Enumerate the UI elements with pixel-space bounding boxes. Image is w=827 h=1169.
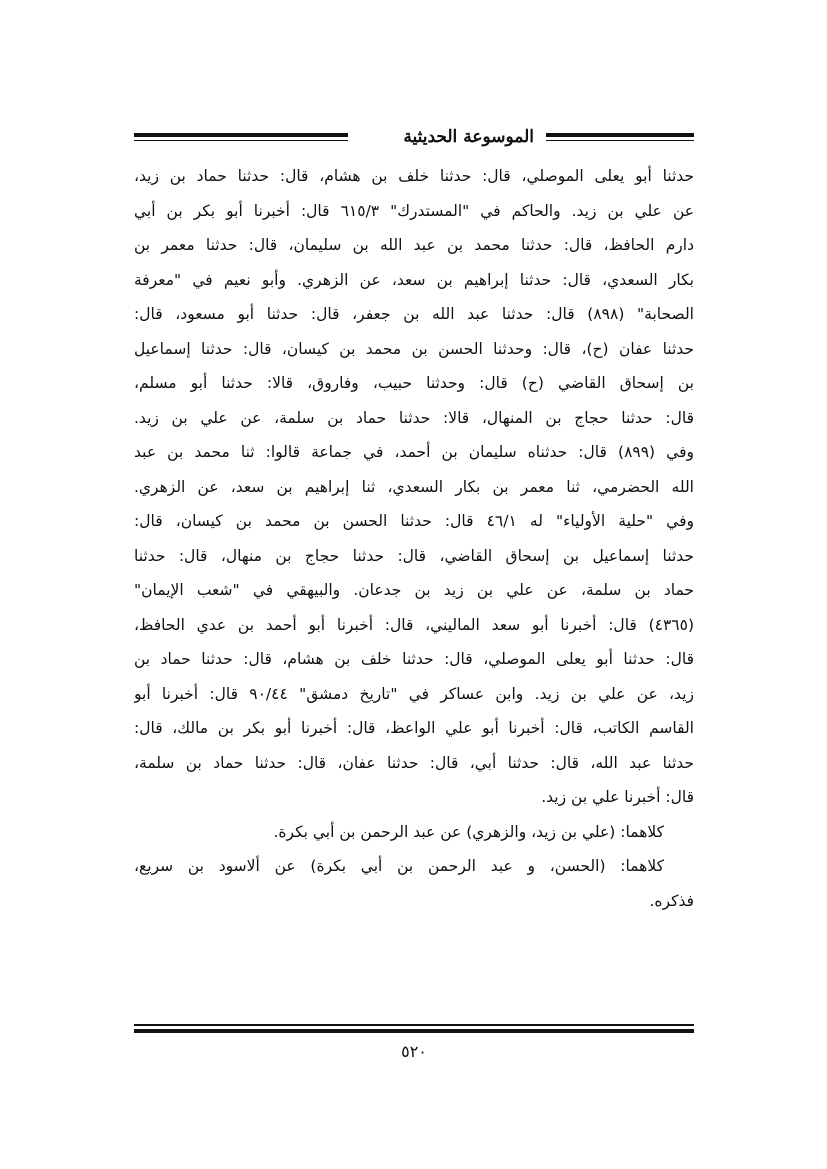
text-line: الله الحضرمي، ثنا معمر بن بكار السعدي، ثنا إبراهيم بن سعد، عن الزهري.	[134, 477, 694, 496]
text-line: قال: حدثنا حجاج بن المنهال، قالا: حدثنا حماد بن سلمة، عن علي بن زيد.	[134, 408, 694, 427]
text-line: دارم الحافظ، قال: حدثنا محمد بن عبد الله بن سليمان، قال: حدثنا معمر بن	[134, 236, 694, 254]
text-line: حدثنا أبو يعلى الموصلي، قال: حدثنا خلف بن هشام، قال: حدثنا حماد بن زيد،	[134, 167, 694, 185]
text-line: حدثنا إسماعيل بن إسحاق القاضي، قال: حدثنا حجاج بن منهال، قال: حدثنا	[134, 546, 694, 565]
text-line: بن إسحاق القاضي (ح) قال: وحدثنا حبيب، وفاروق، قالا: حدثنا أبو مسلم،	[134, 374, 694, 392]
text-line: وفي "حلية الأولياء" له ٤٦/١ قال: حدثنا الحسن بن محمد بن كيسان، قال:	[134, 512, 694, 530]
text-line: بكار السعدي، قال: حدثنا إبراهيم بن سعد، عن الزهري. وأبو نعيم في "معرفة	[134, 270, 694, 289]
text-line: القاسم الكاتب، قال: أخبرنا أبو علي الواعظ، قال: أخبرنا أبو بكر بن مالك، قال:	[134, 719, 694, 737]
text-line: حدثنا عفان (ح)، قال: وحدثنا الحسن بن محمد بن كيسان، قال: حدثنا إسماعيل	[134, 339, 694, 358]
footer-rule	[134, 1024, 694, 1033]
page-number: ٥٢٠	[401, 1042, 427, 1061]
text-line: وفي (٨٩٩) قال: حدثناه سليمان بن أحمد، في جماعة قالوا: ثنا محمد بن عبد	[134, 443, 694, 461]
text-line: الصحابة" (٨٩٨) قال: حدثنا عبد الله بن جعفر، قال: حدثنا أبو مسعود، قال:	[134, 305, 694, 323]
text-line: كلاهما: (الحسن، و عبد الرحمن بن أبي بكرة) عن ألاسود بن سريع،	[134, 857, 664, 875]
text-line: زيد، عن علي بن زيد. وابن عساكر في "تاريخ دمشق" ٩٠/٤٤ قال: أخبرنا أبو	[134, 684, 694, 703]
text-line: قال: أخبرنا علي بن زيد.	[541, 788, 694, 806]
text-line: فذكره.	[649, 891, 694, 910]
text-line: حدثنا عبد الله، قال: حدثنا أبي، قال: حدثنا عفان، قال: حدثنا حماد بن سلمة،	[134, 753, 694, 772]
header-rule-left	[134, 133, 348, 141]
header-rule-right	[546, 133, 694, 141]
page-header	[134, 122, 694, 152]
text-line: عن علي بن زيد. والحاكم في "المستدرك" ٦١٥/٣ قال: أخبرنا أبو بكر بن أبي	[134, 201, 694, 220]
text-line: حماد بن سلمة، عن علي بن زيد بن جدعان. والبيهقي في "شعب الإيمان"	[134, 581, 694, 599]
text-line: قال: حدثنا أبو يعلى الموصلي، قال: حدثنا خلف بن هشام، قال: حدثنا حماد بن	[134, 650, 694, 668]
text-line: (٤٣٦٥) قال: أخبرنا أبو سعد الماليني، قال: أخبرنا أبو أحمد بن عدي الحافظ،	[134, 615, 694, 634]
running-title: الموسوعة الحديثية	[403, 127, 534, 147]
body-text	[134, 159, 694, 918]
text-line: كلاهما: (علي بن زيد، والزهري) عن عبد الرحمن بن أبي بكرة.	[273, 822, 664, 841]
